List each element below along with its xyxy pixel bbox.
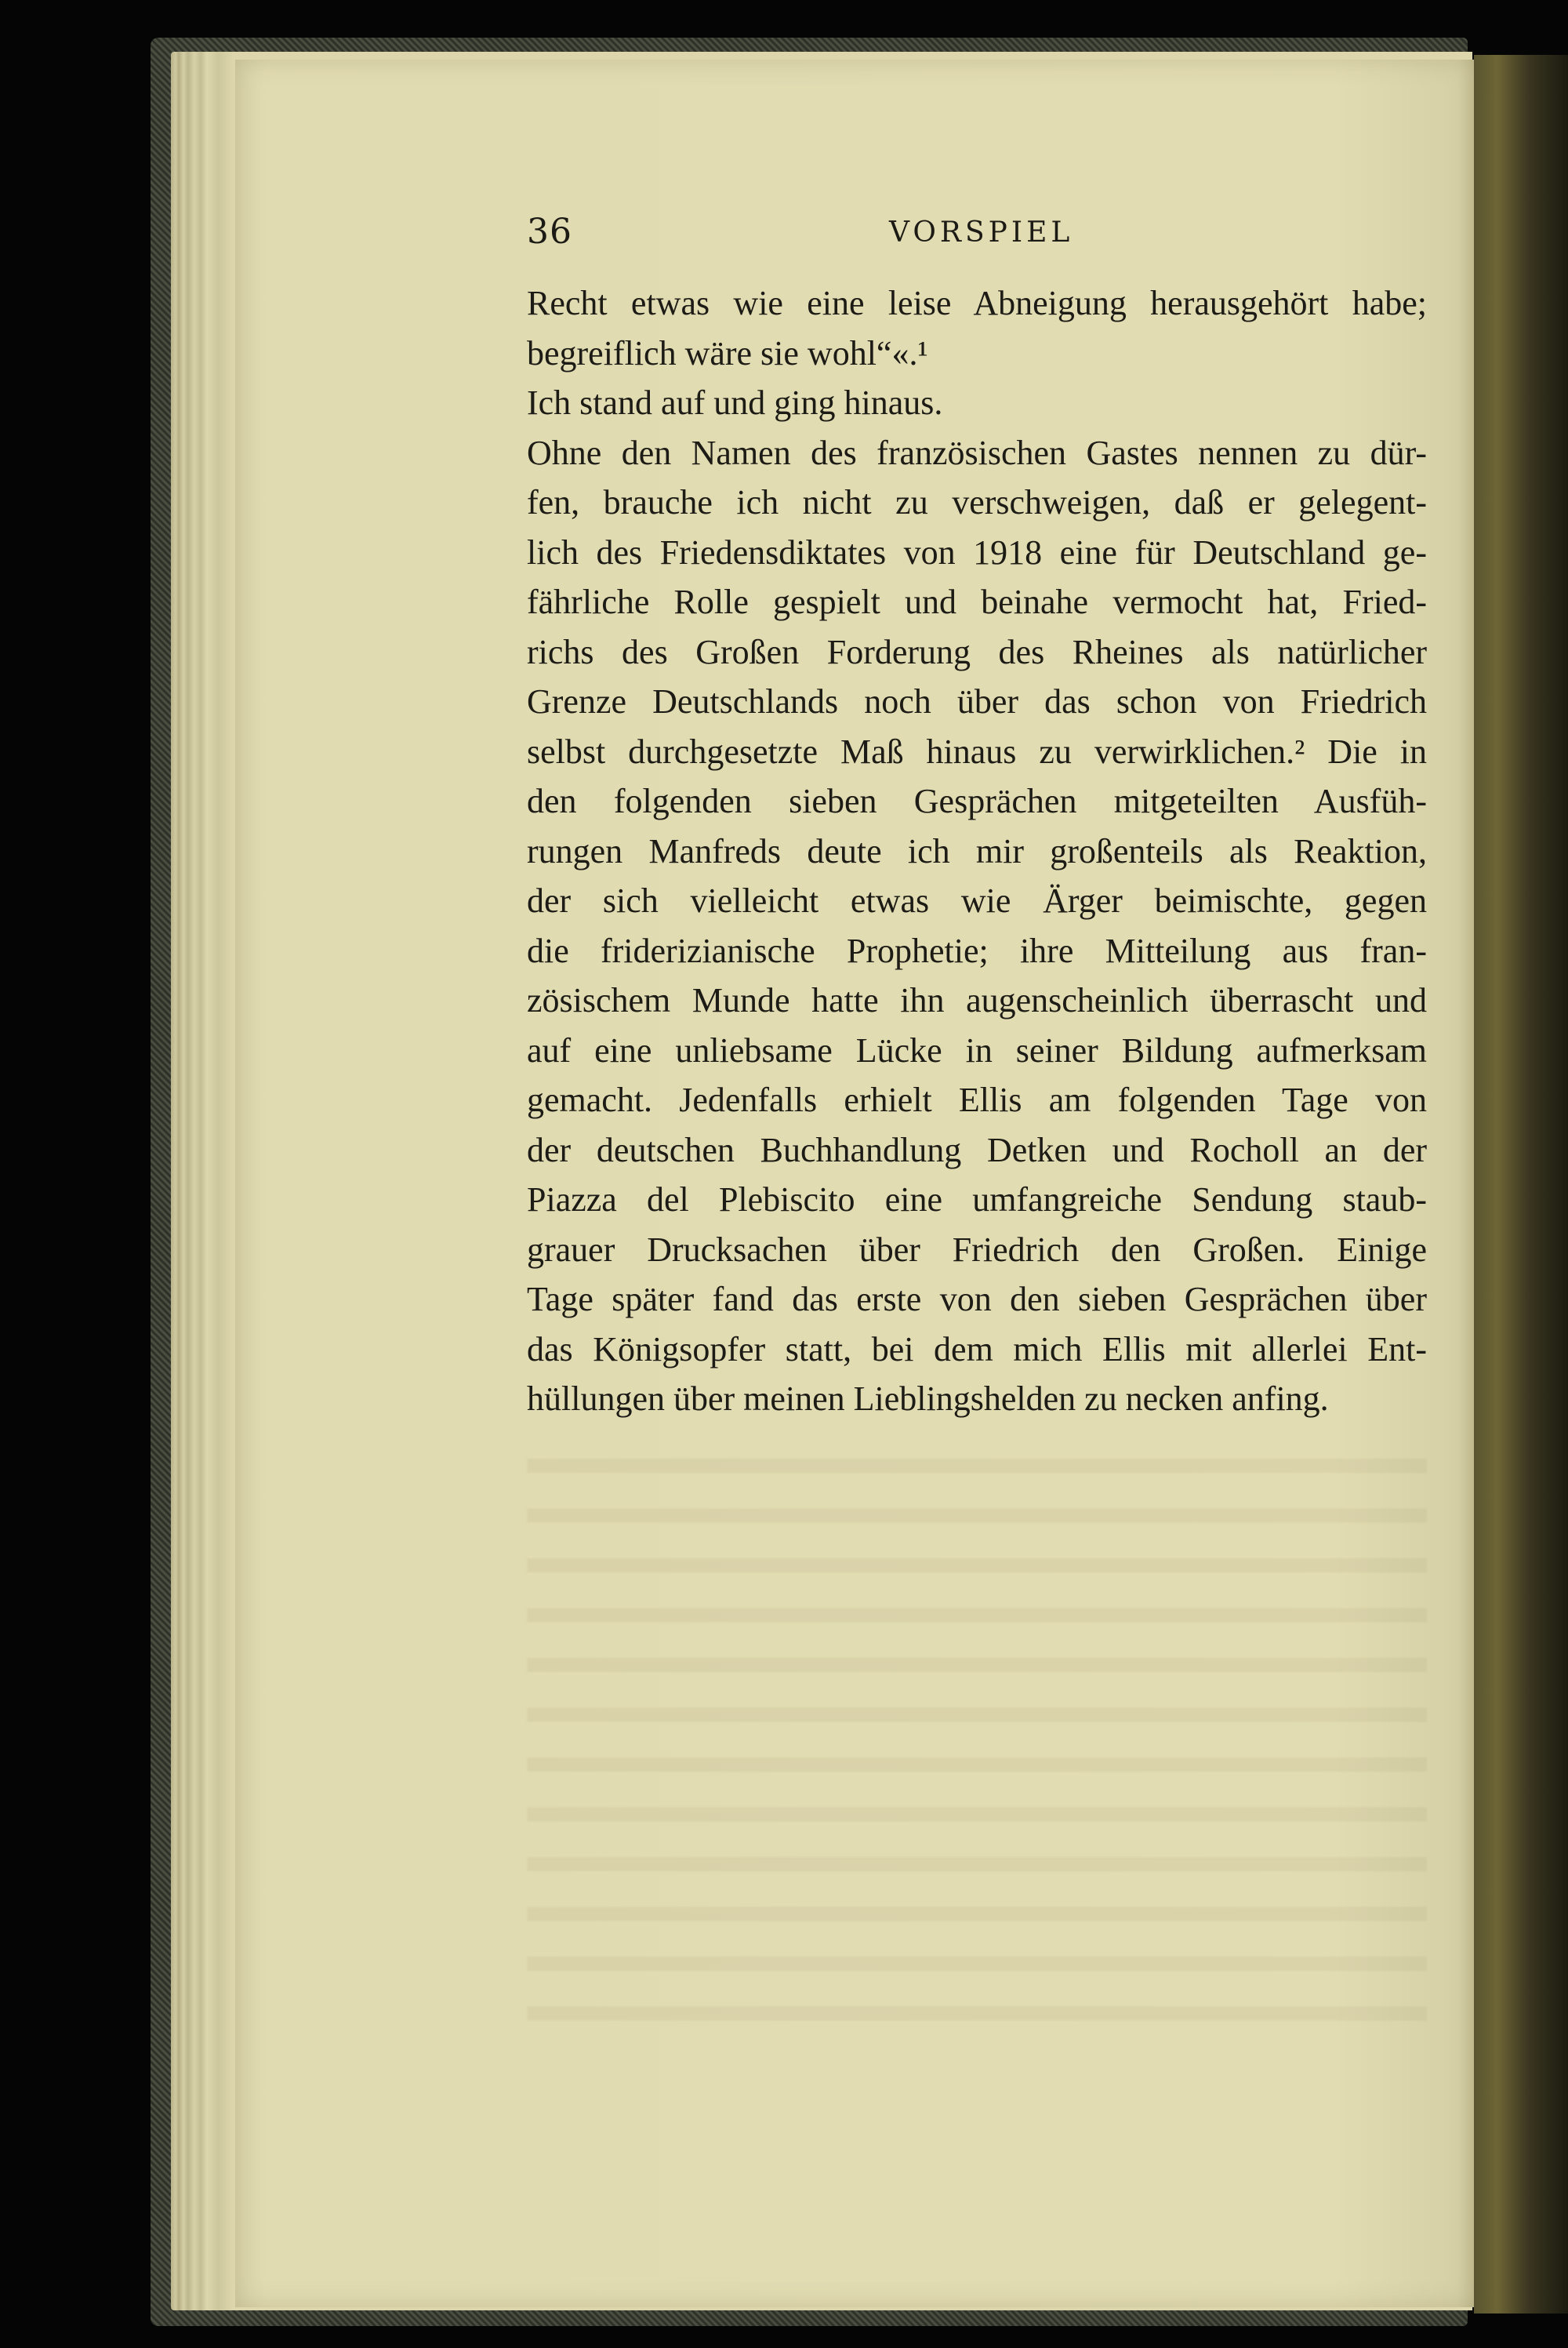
text-line: Ohne den Namen des französischen Gastes nennen zu dür- — [527, 433, 1427, 472]
text-line: den folgenden sieben Gesprächen mitgeteilten Ausfüh- — [527, 782, 1427, 820]
text-line: Grenze Deutschlands noch über das schon von Friedrich — [527, 682, 1427, 721]
text-line: gemacht. Jedenfalls erhielt Ellis am folgenden Tage von — [527, 1081, 1427, 1119]
text-line: selbst durchgesetzte Maß hinaus zu verwirklichen.² Die in — [527, 732, 1427, 771]
text-line: Recht etwas wie eine leise Abneigung herausgehört habe; — [527, 284, 1427, 322]
text-line: der deutschen Buchhandlung Detken und Rocholl an der — [527, 1130, 1427, 1169]
page-header — [527, 212, 1076, 259]
page-number: 36 — [527, 212, 572, 252]
text-line: Tage später fand das erste von den sieben Gesprächen über — [527, 1280, 1427, 1318]
text-line: fen, brauche ich nicht zu verschweigen, daß er gelegent- — [527, 483, 1427, 522]
text-line: der sich vielleicht etwas wie Ärger beimischte, gegen — [527, 881, 1427, 920]
text-line: hüllungen über meinen Lieblingshelden zu necken anfing. — [527, 1379, 1329, 1418]
text-line: rungen Manfreds deute ich mir großenteils als Reaktion, — [527, 831, 1427, 871]
text-line: zösischem Munde hatte ihn augenscheinlich überrascht und — [527, 981, 1427, 1020]
text-line: begreiflich wäre sie wohl“«.¹ — [527, 333, 928, 373]
text-line: Ich stand auf und ging hinaus. — [527, 383, 943, 422]
facing-page-edge — [1474, 55, 1568, 2313]
text-line: richs des Großen Forderung des Rheines als natürlicher — [527, 632, 1427, 671]
text-line: lich des Friedensdiktates von 1918 eine für Deutschland ge- — [527, 532, 1427, 572]
text-line: fährliche Rolle gespielt und beinahe vermocht hat, Fried- — [527, 583, 1427, 621]
text-line: Piazza del Plebiscito eine umfangreiche Sendung staub- — [527, 1180, 1427, 1219]
text-line: die friderizianische Prophetie; ihre Mitteilung aus fran- — [527, 931, 1427, 970]
text-line: das Königsopfer statt, bei dem mich Ellis mit allerlei Ent- — [527, 1329, 1427, 1368]
text-line: auf eine unliebsame Lücke in seiner Bildung aufmerksam — [527, 1030, 1427, 1070]
text-line: grauer Drucksachen über Friedrich den Großen. Einige — [527, 1230, 1427, 1269]
body-text — [527, 278, 1427, 1424]
show-through-text — [527, 1441, 1427, 2037]
running-head: VORSPIEL — [889, 216, 1074, 249]
